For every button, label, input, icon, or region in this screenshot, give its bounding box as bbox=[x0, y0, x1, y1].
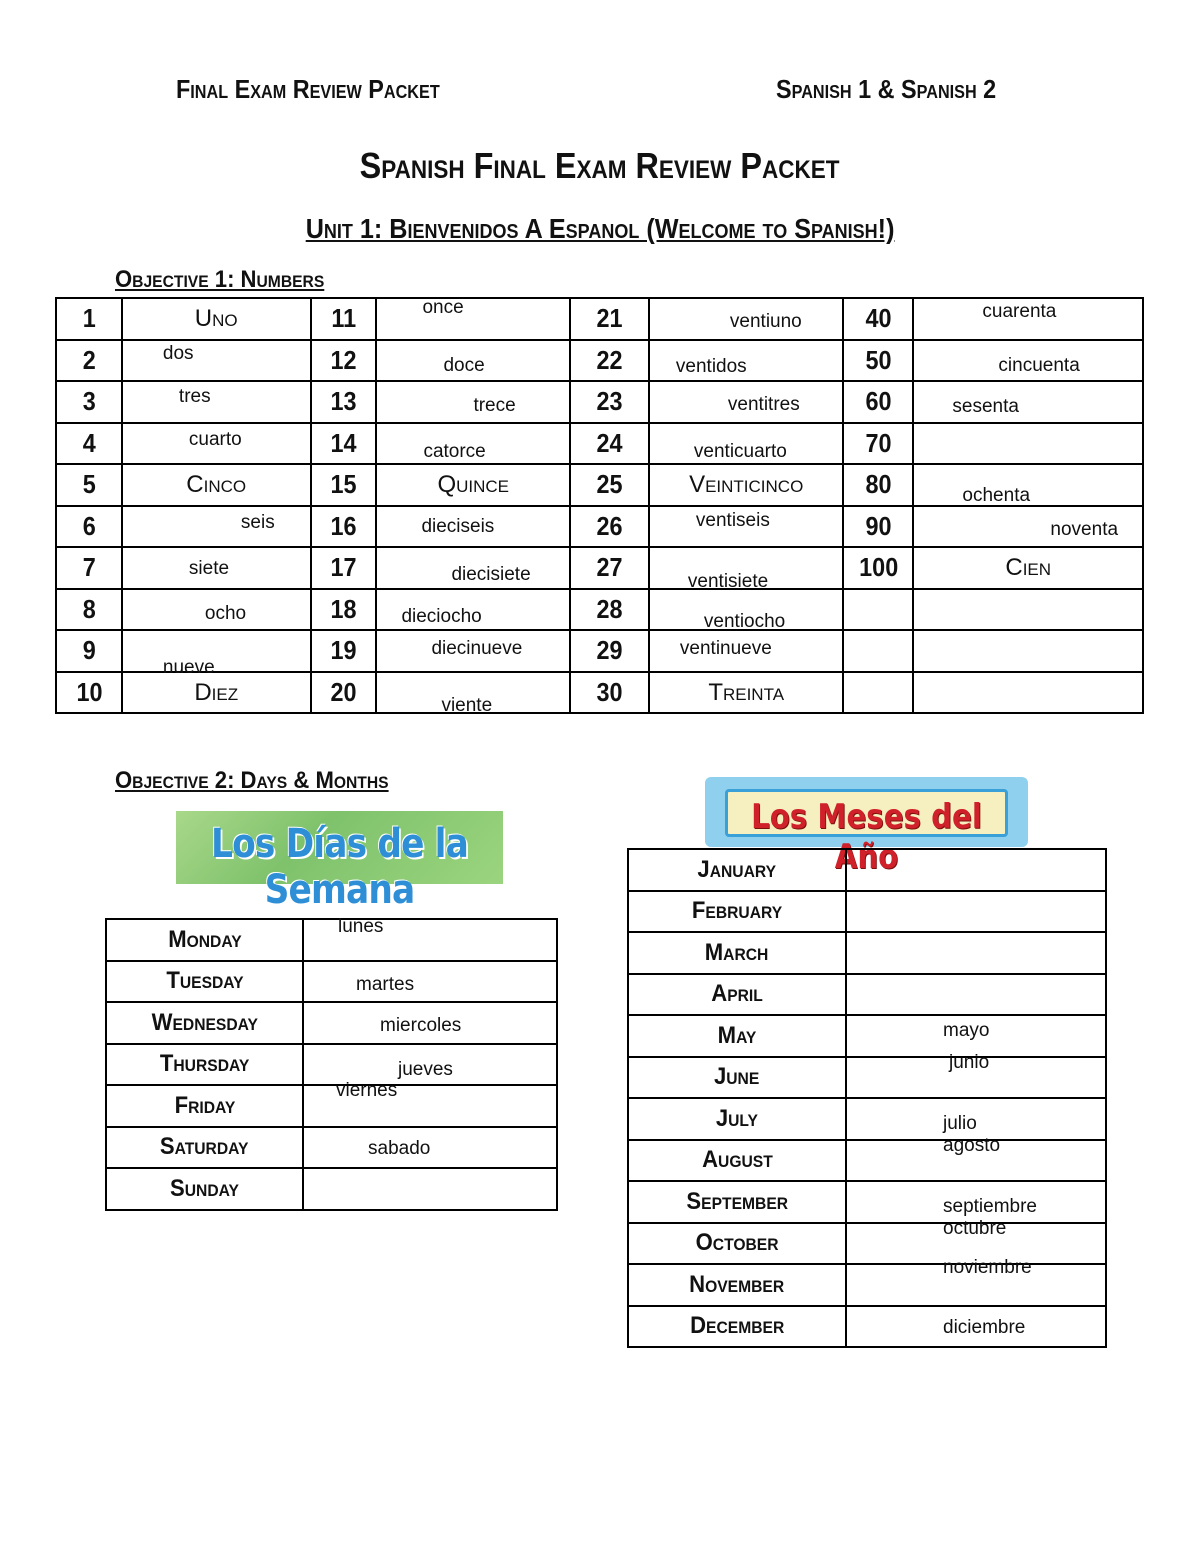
spanish-word-cell bbox=[649, 630, 844, 672]
answer-word: nueve bbox=[162, 657, 215, 678]
number-cell bbox=[843, 298, 913, 340]
month-spanish: junio bbox=[949, 1051, 990, 1073]
number-value: 8 bbox=[82, 593, 96, 624]
number-cell bbox=[311, 381, 377, 423]
page-title bbox=[0, 145, 1200, 187]
spanish-word-cell bbox=[376, 298, 570, 340]
spanish-word-cell bbox=[649, 423, 844, 465]
month-spanish-cell bbox=[846, 974, 1106, 1016]
number-cell bbox=[311, 630, 377, 672]
day-spanish: sabado bbox=[368, 1137, 431, 1159]
numbers-table bbox=[55, 297, 1144, 714]
month-english-cell bbox=[628, 932, 846, 974]
number-cell bbox=[570, 547, 649, 589]
month-spanish-cell bbox=[846, 1181, 1106, 1223]
numbers-row bbox=[56, 589, 1143, 631]
month-spanish-cell bbox=[846, 1306, 1106, 1348]
answer-word: ventinueve bbox=[679, 638, 772, 659]
number-value: 21 bbox=[596, 303, 623, 334]
number-cell bbox=[56, 506, 122, 548]
month-english-cell bbox=[628, 1140, 846, 1182]
number-value: 2 bbox=[82, 344, 96, 375]
day-english: Sunday bbox=[170, 1174, 239, 1202]
numbers-row bbox=[56, 464, 1143, 506]
days-table bbox=[105, 918, 558, 1211]
month-row bbox=[628, 1057, 1106, 1099]
month-english-cell bbox=[628, 1057, 846, 1099]
day-english: Thursday bbox=[159, 1050, 250, 1078]
answer-word: siete bbox=[188, 558, 230, 579]
day-english-cell bbox=[106, 1168, 303, 1210]
number-cell bbox=[843, 547, 913, 589]
number-cell bbox=[570, 464, 649, 506]
number-value: 7 bbox=[82, 552, 96, 583]
month-spanish-cell bbox=[846, 1257, 1106, 1306]
answer-word: ochenta bbox=[962, 485, 1031, 506]
numbers-row bbox=[56, 423, 1143, 465]
month-english: December bbox=[689, 1312, 785, 1340]
month-english-cell bbox=[628, 1015, 846, 1057]
month-row bbox=[628, 1140, 1106, 1182]
number-cell bbox=[56, 340, 122, 382]
numbers-row bbox=[56, 630, 1143, 672]
month-row bbox=[628, 1264, 1106, 1306]
spanish-word-cell bbox=[913, 423, 1143, 465]
months-table bbox=[627, 848, 1107, 1348]
number-cell bbox=[843, 506, 913, 548]
answer-word: doce bbox=[443, 354, 485, 376]
number-value: 15 bbox=[330, 469, 357, 500]
spanish-word-cell bbox=[376, 630, 570, 672]
answer-word: seis bbox=[240, 511, 275, 533]
month-row bbox=[628, 849, 1106, 891]
day-spanish: lunes bbox=[338, 916, 384, 937]
spanish-word-cell bbox=[122, 464, 311, 506]
spanish-word-cell bbox=[649, 464, 844, 506]
day-row bbox=[106, 961, 557, 1003]
number-cell bbox=[843, 630, 913, 672]
day-row bbox=[106, 1127, 557, 1169]
day-english: Friday bbox=[174, 1091, 235, 1119]
number-value: 50 bbox=[865, 344, 892, 375]
month-row bbox=[628, 932, 1106, 974]
spanish-word-cell bbox=[649, 340, 844, 382]
number-cell bbox=[56, 464, 122, 506]
number-cell bbox=[56, 381, 122, 423]
answer-word: viente bbox=[441, 694, 493, 716]
spanish-word-cell bbox=[913, 547, 1143, 589]
spanish-word-cell bbox=[649, 547, 844, 592]
month-spanish-cell bbox=[846, 932, 1106, 974]
month-english: June bbox=[714, 1063, 760, 1091]
month-spanish-cell bbox=[846, 1098, 1106, 1140]
number-cell bbox=[311, 547, 377, 589]
number-cell bbox=[56, 630, 122, 672]
spanish-word-cell bbox=[376, 589, 570, 631]
number-value: 12 bbox=[330, 344, 357, 375]
number-cell bbox=[570, 381, 649, 423]
spanish-word-cell bbox=[913, 464, 1143, 506]
day-spanish-cell bbox=[303, 961, 557, 1003]
spanish-word-cell bbox=[913, 506, 1143, 548]
number-value: 18 bbox=[330, 593, 357, 624]
number-cell bbox=[311, 464, 377, 506]
month-spanish-cell bbox=[846, 1051, 1106, 1099]
day-english-cell bbox=[106, 919, 303, 961]
month-english-cell bbox=[628, 1181, 846, 1223]
month-english: April bbox=[711, 980, 763, 1008]
number-cell bbox=[843, 672, 913, 714]
month-spanish-cell bbox=[846, 1134, 1106, 1182]
number-cell bbox=[56, 423, 122, 465]
number-value: 70 bbox=[865, 427, 892, 458]
spanish-word-cell bbox=[122, 423, 311, 465]
given-word: Veinticinco bbox=[689, 471, 804, 498]
number-cell bbox=[570, 298, 649, 340]
day-spanish-cell bbox=[303, 1080, 557, 1127]
month-english-cell bbox=[628, 1223, 846, 1265]
answer-word: sesenta bbox=[952, 396, 1019, 417]
answer-word: tres bbox=[178, 386, 211, 407]
number-cell bbox=[311, 506, 377, 548]
number-value: 22 bbox=[596, 344, 623, 375]
day-spanish: viernes bbox=[336, 1080, 398, 1101]
number-value: 10 bbox=[75, 676, 102, 707]
number-value: 26 bbox=[596, 510, 623, 541]
month-row bbox=[628, 1306, 1106, 1348]
number-cell bbox=[843, 381, 913, 423]
given-word: Cien bbox=[1005, 554, 1052, 581]
number-value: 30 bbox=[596, 676, 623, 707]
number-cell bbox=[56, 589, 122, 631]
spanish-word-cell bbox=[913, 381, 1143, 423]
day-english: Wednesday bbox=[151, 1008, 258, 1036]
spanish-word-cell bbox=[649, 672, 844, 714]
day-spanish-cell bbox=[303, 1002, 557, 1044]
spanish-word-cell bbox=[649, 506, 844, 548]
numbers-row bbox=[56, 381, 1143, 423]
spanish-word-cell bbox=[376, 423, 570, 465]
number-cell bbox=[843, 340, 913, 382]
number-value: 19 bbox=[330, 635, 357, 666]
month-spanish-cell bbox=[846, 891, 1106, 933]
number-cell bbox=[570, 423, 649, 465]
day-english: Monday bbox=[167, 925, 242, 953]
answer-word: ventisiete bbox=[687, 571, 769, 592]
number-value: 11 bbox=[331, 303, 356, 334]
day-english-cell bbox=[106, 961, 303, 1003]
spanish-word-cell bbox=[122, 381, 311, 423]
month-english: February bbox=[691, 897, 783, 925]
answer-word: ventiuno bbox=[729, 311, 802, 332]
spanish-word-cell bbox=[122, 630, 311, 678]
number-cell bbox=[56, 672, 122, 714]
objective-1-heading: Objective 1: Numbers bbox=[115, 266, 325, 293]
given-word: Diez bbox=[194, 678, 239, 706]
number-cell bbox=[570, 672, 649, 714]
answer-word: venticuarto bbox=[693, 440, 787, 462]
month-english-cell bbox=[628, 1306, 846, 1348]
answer-word: dos bbox=[162, 342, 194, 364]
numbers-row bbox=[56, 506, 1143, 548]
number-value: 9 bbox=[82, 635, 96, 666]
day-spanish-cell bbox=[303, 916, 557, 961]
answer-word: cuarto bbox=[188, 428, 242, 450]
number-value: 16 bbox=[330, 510, 357, 541]
number-value: 23 bbox=[596, 386, 623, 417]
month-row bbox=[628, 1181, 1106, 1223]
number-cell bbox=[570, 589, 649, 631]
month-english-cell bbox=[628, 974, 846, 1016]
day-english-cell bbox=[106, 1127, 303, 1169]
answer-word: ocho bbox=[204, 602, 247, 624]
spanish-word-cell bbox=[913, 340, 1143, 382]
month-row bbox=[628, 891, 1106, 933]
answer-word: diecinueve bbox=[431, 638, 523, 659]
month-spanish-cell bbox=[846, 1015, 1106, 1057]
number-value: 1 bbox=[82, 303, 96, 334]
number-value: 17 bbox=[330, 552, 357, 583]
spanish-word-cell bbox=[376, 381, 570, 423]
month-spanish: septiembre bbox=[943, 1196, 1037, 1217]
day-english-cell bbox=[106, 1002, 303, 1044]
day-spanish-cell bbox=[303, 1044, 557, 1086]
number-cell bbox=[570, 630, 649, 672]
month-spanish: noviembre bbox=[943, 1257, 1032, 1278]
number-value: 27 bbox=[596, 552, 623, 583]
spanish-word-cell bbox=[122, 589, 311, 631]
number-value: 20 bbox=[330, 676, 357, 707]
spanish-word-cell bbox=[649, 298, 844, 340]
day-row bbox=[106, 1044, 557, 1086]
day-spanish: martes bbox=[356, 973, 415, 995]
month-row bbox=[628, 1223, 1106, 1265]
month-spanish: octubre bbox=[943, 1217, 1007, 1239]
header-right: Spanish 1 & Spanish 2 bbox=[776, 74, 997, 104]
month-english: July bbox=[715, 1104, 759, 1132]
number-value: 25 bbox=[596, 469, 623, 500]
number-cell bbox=[843, 589, 913, 631]
meses-banner-text: Los Meses del Año bbox=[751, 797, 982, 877]
number-cell bbox=[56, 298, 122, 340]
answer-word: dieciocho bbox=[401, 605, 482, 627]
day-english: Saturday bbox=[160, 1133, 249, 1161]
spanish-word-cell bbox=[376, 340, 570, 382]
objective-2-heading: Objective 2: Days & Months bbox=[115, 767, 389, 794]
answer-word: cincuenta bbox=[998, 354, 1080, 376]
month-english-cell bbox=[628, 849, 846, 891]
given-word: Quince bbox=[437, 471, 509, 498]
number-value: 80 bbox=[865, 469, 892, 500]
spanish-word-cell bbox=[122, 672, 311, 714]
spanish-word-cell bbox=[649, 381, 844, 423]
unit-heading-text: Unit 1: Bienvenidos A Espanol (Welcome to Spanish!) bbox=[305, 213, 895, 244]
answer-word: ventiocho bbox=[703, 610, 786, 632]
number-value: 5 bbox=[82, 469, 96, 500]
spanish-word-cell bbox=[122, 506, 311, 548]
numbers-row bbox=[56, 547, 1143, 589]
answer-word: once bbox=[422, 297, 464, 318]
answer-word: ventitres bbox=[727, 394, 800, 415]
month-spanish: agosto bbox=[943, 1134, 1001, 1156]
number-cell bbox=[311, 423, 377, 465]
given-word: Treinta bbox=[708, 678, 785, 706]
month-row bbox=[628, 1098, 1106, 1140]
dias-banner-text: Los Días de la Semana bbox=[211, 821, 468, 913]
month-english: May bbox=[717, 1021, 757, 1049]
spanish-word-cell bbox=[913, 630, 1143, 672]
answer-word: noventa bbox=[1050, 518, 1119, 540]
number-value: 29 bbox=[596, 635, 623, 666]
number-cell bbox=[311, 672, 377, 714]
unit-heading bbox=[0, 213, 1200, 245]
number-value: 4 bbox=[82, 427, 96, 458]
day-english-cell bbox=[106, 1044, 303, 1086]
answer-word: ventidos bbox=[675, 355, 747, 377]
answer-word: catorce bbox=[423, 440, 486, 462]
number-cell bbox=[570, 340, 649, 382]
day-spanish: jueves bbox=[398, 1058, 453, 1080]
month-english: January bbox=[697, 855, 777, 883]
numbers-row bbox=[56, 298, 1143, 340]
day-spanish: miercoles bbox=[380, 1015, 462, 1036]
answer-word: ventiseis bbox=[695, 509, 770, 531]
spanish-word-cell bbox=[376, 506, 570, 548]
day-english-cell bbox=[106, 1085, 303, 1127]
day-spanish-cell bbox=[303, 1168, 557, 1210]
number-value: 14 bbox=[330, 427, 357, 458]
number-value: 28 bbox=[596, 593, 623, 624]
number-value: 90 bbox=[865, 510, 892, 541]
spanish-word-cell bbox=[376, 672, 570, 714]
numbers-row bbox=[56, 340, 1143, 382]
month-spanish-cell bbox=[846, 849, 1106, 891]
number-value: 13 bbox=[330, 386, 357, 417]
month-english-cell bbox=[628, 891, 846, 933]
month-spanish: mayo bbox=[943, 1020, 990, 1041]
number-value: 24 bbox=[596, 427, 623, 458]
spanish-word-cell bbox=[122, 298, 311, 340]
numbers-row bbox=[56, 672, 1143, 714]
number-cell bbox=[311, 340, 377, 382]
day-spanish-cell bbox=[303, 1127, 557, 1169]
month-english: March bbox=[705, 938, 769, 966]
number-value: 60 bbox=[865, 386, 892, 417]
answer-word: cuarenta bbox=[982, 301, 1057, 322]
month-english: October bbox=[695, 1229, 779, 1257]
number-value: 100 bbox=[858, 552, 898, 583]
answer-word: trece bbox=[473, 395, 516, 416]
spanish-word-cell bbox=[376, 464, 570, 506]
spanish-word-cell bbox=[649, 589, 844, 631]
month-spanish: diciembre bbox=[943, 1316, 1026, 1338]
spanish-word-cell bbox=[122, 340, 311, 382]
day-english: Tuesday bbox=[165, 967, 244, 995]
day-row bbox=[106, 919, 557, 961]
number-cell bbox=[570, 506, 649, 548]
answer-word: dieciseis bbox=[421, 515, 495, 537]
given-word: Cinco bbox=[186, 471, 247, 498]
month-english-cell bbox=[628, 1264, 846, 1306]
month-spanish: julio bbox=[943, 1113, 977, 1134]
answer-word: diecisiete bbox=[451, 564, 531, 585]
page-title-text: Spanish Final Exam Review Packet bbox=[360, 145, 840, 186]
spanish-word-cell bbox=[122, 547, 311, 589]
number-cell bbox=[843, 464, 913, 506]
number-cell bbox=[843, 423, 913, 465]
day-row bbox=[106, 1168, 557, 1210]
month-english: November bbox=[689, 1270, 785, 1298]
day-row bbox=[106, 1002, 557, 1044]
number-cell bbox=[311, 589, 377, 631]
header-left: Final Exam Review Packet bbox=[176, 74, 440, 104]
day-row bbox=[106, 1085, 557, 1127]
number-value: 3 bbox=[82, 386, 96, 417]
number-value: 6 bbox=[82, 510, 96, 541]
spanish-word-cell bbox=[913, 298, 1143, 340]
spanish-word-cell bbox=[913, 589, 1143, 631]
number-cell bbox=[311, 298, 377, 340]
number-cell bbox=[56, 547, 122, 589]
month-english-cell bbox=[628, 1098, 846, 1140]
given-word: Uno bbox=[194, 305, 238, 332]
dias-banner-image bbox=[176, 811, 503, 913]
spanish-word-cell bbox=[913, 672, 1143, 714]
month-row bbox=[628, 974, 1106, 1016]
month-row bbox=[628, 1015, 1106, 1057]
number-value: 40 bbox=[865, 303, 892, 334]
spanish-word-cell bbox=[376, 547, 570, 589]
month-english: August bbox=[701, 1146, 773, 1174]
month-english: September bbox=[686, 1187, 788, 1215]
